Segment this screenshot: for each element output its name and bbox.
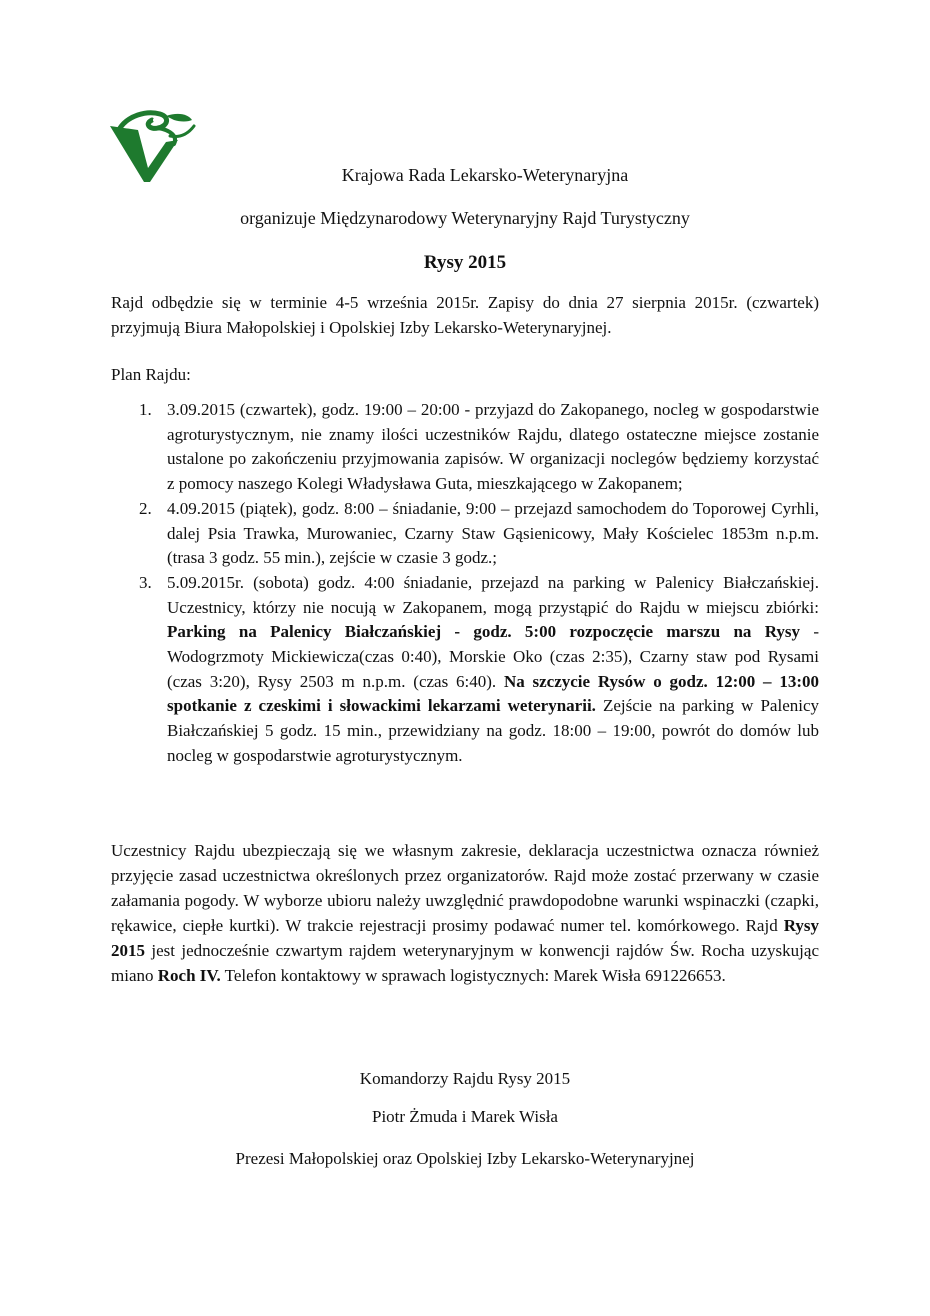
- event-title: Rysy 2015: [423, 252, 507, 273]
- closing-bold: Rysy 2015: [111, 916, 819, 960]
- closing-text: Telefon kontaktowy w sprawach logistycznych: Marek Wisła 691226653.: [220, 966, 726, 985]
- closing-paragraph: [111, 838, 819, 988]
- signature-names: Piotr Żmuda i Marek Wisła: [372, 1107, 558, 1126]
- plan-item: [111, 398, 819, 497]
- plan-item-bold: Na szczycie Rysów o godz. 12:00 – 13:00 spotkanie z czeskimi i słowackimi lekarzami weterynarii.: [167, 671, 819, 716]
- closing-text: jest jednocześnie czwartym rajdem weterynaryjnym w konwencji rajdów Św. Rocha uzyskując miano: [111, 941, 819, 985]
- plan-item-text: Zejście na parking w Palenicy Białczańskiej 5 godz. 15 min., przewidziany na godz. 18:00 – 19:00, powrót do domów lub nocleg w gospodarstwie agroturystycznym.: [167, 696, 820, 765]
- closing-text: Uczestnicy Rajdu ubezpieczają się we własnym zakresie, deklaracja uczestnictwa oznacza również przyjęcie zasad uczestnictwa określonych przez organizatorów. Rajd może zostać przerwany w czasie załamania pogody. W wyborze ubioru należy uwzględnić prawdopodobne warunki wspinaczki (czapki, rękawice, ciepłe kurtki). W trakcie rejestracji prosimy podawać numer tel. komórkowego. Rajd: [111, 841, 819, 935]
- plan-label: Plan Rajdu:: [111, 365, 191, 384]
- signature-line: Komandorzy Rajdu Rysy 2015: [359, 1069, 571, 1088]
- plan-item-text: 3.09.2015 (czwartek), godz. 19:00 – 20:00 - przyjazd do Zakopanego, nocleg w gospodarstwie agroturystycznym, nie znamy ilości uczestników Rajdu, dlatego ostateczne miejsce zostanie ustalone po zakończeniu przyjmowania zapisów. W organizacji noclegów będziemy korzystać z pomocy naszego Kolegi Władysława Guta, mieszkającego w Zakopanem;: [167, 400, 819, 494]
- plan-item-bold: Parking na Palenicy Białczańskiej - godz. 5:00 rozpoczęcie marszu na Rysy: [167, 622, 801, 642]
- plan-item-number: 2.: [139, 498, 152, 518]
- plan-item: [111, 571, 819, 769]
- intro-paragraph: Rajd odbędzie się w terminie 4-5 września 2015r. Zapisy do dnia 27 sierpnia 2015r. (czwartek) przyjmują Biura Małopolskiej i Opolskiej Izby Lekarsko-Weterynaryjnej.: [111, 293, 819, 337]
- closing-bold: Roch IV.: [157, 966, 221, 985]
- plan-item: [111, 497, 819, 571]
- event-subtitle: organizuje Międzynarodowy Weterynaryjny Rajd Turystyczny: [240, 208, 690, 228]
- plan-item-number: 3.: [139, 572, 152, 592]
- plan-list: [111, 398, 819, 769]
- plan-item-text: 4.09.2015 (piątek), godz. 8:00 – śniadanie, 9:00 – przejazd samochodem do Toporowej Cyrhli, dalej Psia Trawka, Murowaniec, Czarny Staw Gąsienicowy, Mały Kościelec 1853m n.p.m. (trasa 3 godz. 55 min.), zejście w czasie 3 godz.;: [167, 498, 819, 568]
- plan-item-text: 5.09.2015r. (sobota) godz. 4:00 śniadanie, przejazd na parking w Palenicy Białczańskiej. Uczestnicy, którzy nie nocują w Zakopanem, mogą przystąpić do Rajdu w miejscu zbiórki:: [167, 572, 819, 617]
- plan-item-number: 1.: [139, 400, 152, 419]
- signature-role: Prezesi Małopolskiej oraz Opolskiej Izby Lekarsko-Weterynaryjnej: [235, 1149, 695, 1168]
- plan-item-text: - Wodogrzmoty Mickiewicza(czas 0:40), Morskie Oko (czas 2:35), Czarny staw pod Rysami (czas 3:20), Rysy 2503 m n.p.m. (czas 6:40).: [167, 622, 819, 691]
- organization-name: Krajowa Rada Lekarsko-Weterynaryjna: [341, 165, 629, 185]
